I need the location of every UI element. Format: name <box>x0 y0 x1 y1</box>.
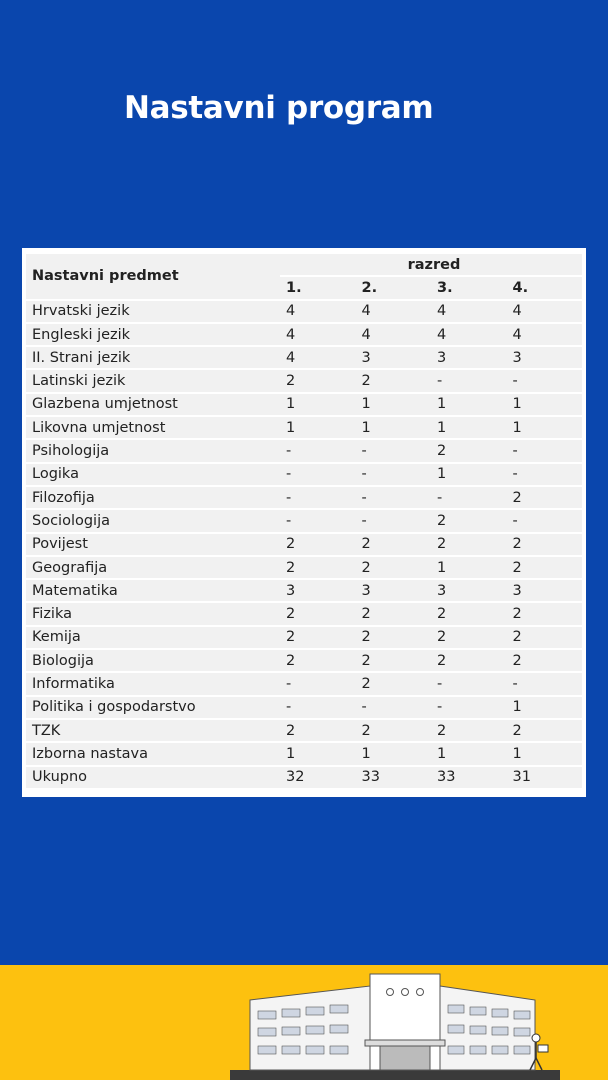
hours-cell: 2 <box>431 603 507 624</box>
hours-cell: 2 <box>280 370 356 391</box>
hours-cell: 2 <box>356 720 432 741</box>
hours-cell: 2 <box>280 603 356 624</box>
hours-cell: 2 <box>431 534 507 555</box>
hours-cell: - <box>431 487 507 508</box>
hours-cell: 2 <box>280 650 356 671</box>
hours-cell: - <box>507 510 583 531</box>
hours-cell: 33 <box>431 767 507 788</box>
hours-cell: 2 <box>431 650 507 671</box>
hours-cell: - <box>507 440 583 461</box>
subject-cell: Informatika <box>26 673 280 694</box>
hours-cell: 4 <box>507 301 583 322</box>
hours-cell: - <box>356 440 432 461</box>
hours-cell: 4 <box>356 301 432 322</box>
table-row <box>26 580 582 601</box>
hours-cell: - <box>431 697 507 718</box>
subject-cell: Glazbena umjetnost <box>26 394 280 415</box>
subject-cell: Izborna nastava <box>26 743 280 764</box>
table-row <box>26 440 582 461</box>
table-row <box>26 324 582 345</box>
table-row <box>26 347 582 368</box>
hours-cell: 1 <box>431 464 507 485</box>
hours-cell: 2 <box>356 627 432 648</box>
subject-cell: Ukupno <box>26 767 280 788</box>
table-row <box>26 510 582 531</box>
table-row <box>26 673 582 694</box>
table-row <box>26 697 582 718</box>
hours-cell: 1 <box>356 417 432 438</box>
grade-group-header: razred <box>280 254 582 275</box>
grade-header: 2. <box>356 277 432 298</box>
hours-cell: 2 <box>280 627 356 648</box>
hours-cell: - <box>280 510 356 531</box>
hours-cell: 1 <box>280 394 356 415</box>
subject-column-header: Nastavni predmet <box>26 254 280 299</box>
subject-cell: Logika <box>26 464 280 485</box>
hours-cell: 3 <box>356 580 432 601</box>
table-row <box>26 743 582 764</box>
hours-cell: 2 <box>356 370 432 391</box>
hours-cell: - <box>507 464 583 485</box>
grade-header: 4. <box>507 277 583 298</box>
grade-header: 1. <box>280 277 356 298</box>
table-row <box>26 534 582 555</box>
hours-cell: - <box>280 673 356 694</box>
hours-cell: - <box>280 464 356 485</box>
hours-cell: 2 <box>431 440 507 461</box>
table-row <box>26 603 582 624</box>
hours-cell: 2 <box>507 557 583 578</box>
hours-cell: 4 <box>356 324 432 345</box>
subject-cell: TZK <box>26 720 280 741</box>
hours-cell: - <box>431 370 507 391</box>
hours-cell: - <box>431 673 507 694</box>
hours-cell: - <box>356 487 432 508</box>
hours-cell: 1 <box>507 394 583 415</box>
subject-cell: II. Strani jezik <box>26 347 280 368</box>
hours-cell: 2 <box>431 627 507 648</box>
hours-cell: 2 <box>431 510 507 531</box>
hours-cell: 4 <box>280 347 356 368</box>
hours-cell: - <box>280 440 356 461</box>
table-row <box>26 767 582 788</box>
hours-cell: 3 <box>507 580 583 601</box>
hours-cell: 4 <box>280 324 356 345</box>
table-row <box>26 370 582 391</box>
hours-cell: 1 <box>431 394 507 415</box>
hours-cell: 2 <box>507 650 583 671</box>
table-row <box>26 557 582 578</box>
subject-cell: Biologija <box>26 650 280 671</box>
hours-cell: 2 <box>507 627 583 648</box>
table-row <box>26 464 582 485</box>
hours-cell: 33 <box>356 767 432 788</box>
hours-cell: 1 <box>280 743 356 764</box>
hours-cell: 2 <box>356 557 432 578</box>
subject-cell: Kemija <box>26 627 280 648</box>
hours-cell: 3 <box>431 347 507 368</box>
hours-cell: 2 <box>507 487 583 508</box>
subject-cell: Povijest <box>26 534 280 555</box>
hours-cell: 31 <box>507 767 583 788</box>
hours-cell: 2 <box>507 603 583 624</box>
hours-cell: - <box>280 487 356 508</box>
table-row <box>26 394 582 415</box>
hours-cell: 1 <box>431 557 507 578</box>
hours-cell: 3 <box>356 347 432 368</box>
hours-cell: - <box>507 370 583 391</box>
hours-cell: 1 <box>280 417 356 438</box>
hours-cell: - <box>507 673 583 694</box>
hours-cell: 32 <box>280 767 356 788</box>
hours-cell: 1 <box>356 394 432 415</box>
hours-cell: 3 <box>431 580 507 601</box>
curriculum-table <box>22 248 586 797</box>
hours-cell: 1 <box>507 743 583 764</box>
hours-cell: 2 <box>356 603 432 624</box>
hours-cell: 1 <box>356 743 432 764</box>
grade-header: 3. <box>431 277 507 298</box>
hours-cell: 4 <box>280 301 356 322</box>
hours-cell: 2 <box>280 557 356 578</box>
hours-cell: 4 <box>507 324 583 345</box>
hours-cell: 3 <box>280 580 356 601</box>
subject-cell: Latinski jezik <box>26 370 280 391</box>
table-row <box>26 650 582 671</box>
subject-cell: Fizika <box>26 603 280 624</box>
hours-cell: - <box>280 697 356 718</box>
table-row <box>26 417 582 438</box>
subject-cell: Matematika <box>26 580 280 601</box>
hours-cell: 2 <box>431 720 507 741</box>
hours-cell: - <box>356 510 432 531</box>
hours-cell: 2 <box>356 673 432 694</box>
subject-cell: Hrvatski jezik <box>26 301 280 322</box>
hours-cell: 3 <box>507 347 583 368</box>
hours-cell: 1 <box>507 697 583 718</box>
hours-cell: 4 <box>431 324 507 345</box>
subject-cell: Engleski jezik <box>26 324 280 345</box>
table-row <box>26 301 582 322</box>
subject-cell: Geografija <box>26 557 280 578</box>
subject-cell: Filozofija <box>26 487 280 508</box>
hours-cell: 1 <box>507 417 583 438</box>
subject-cell: Sociologija <box>26 510 280 531</box>
hours-cell: 2 <box>507 720 583 741</box>
hours-cell: 2 <box>356 650 432 671</box>
hours-cell: 2 <box>507 534 583 555</box>
hours-cell: - <box>356 464 432 485</box>
school-building-icon <box>230 966 560 1080</box>
subject-cell: Politika i gospodarstvo <box>26 697 280 718</box>
page-title: Nastavni program <box>124 90 434 126</box>
hours-cell: 2 <box>280 534 356 555</box>
hours-cell: - <box>356 697 432 718</box>
hours-cell: 4 <box>431 301 507 322</box>
hours-cell: 1 <box>431 417 507 438</box>
table-row <box>26 487 582 508</box>
hours-cell: 2 <box>356 534 432 555</box>
table-row <box>26 720 582 741</box>
table-row <box>26 627 582 648</box>
hours-cell: 1 <box>431 743 507 764</box>
subject-cell: Likovna umjetnost <box>26 417 280 438</box>
subject-cell: Psihologija <box>26 440 280 461</box>
hours-cell: 2 <box>280 720 356 741</box>
